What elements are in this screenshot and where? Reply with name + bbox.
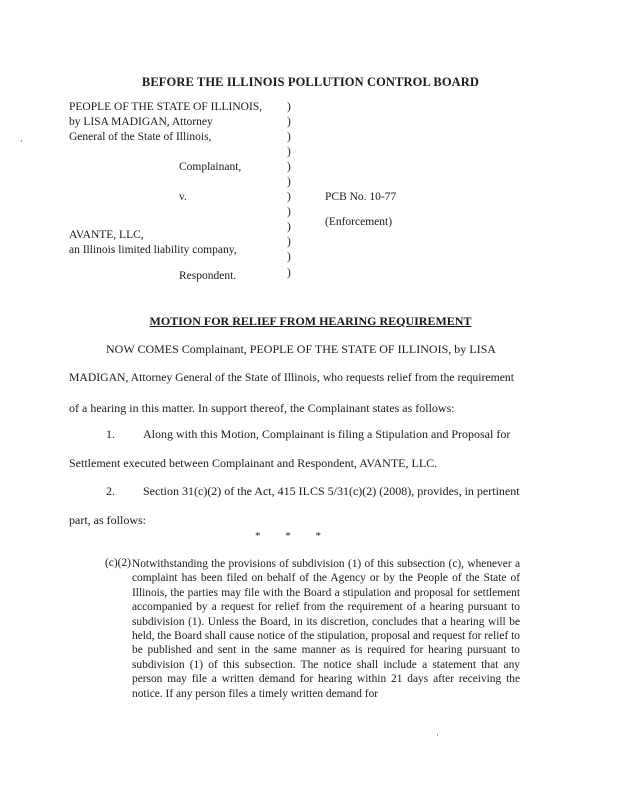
ellipsis-stars: * * * [255, 530, 321, 542]
scan-mark: · [436, 730, 439, 740]
paren: ) [287, 146, 291, 159]
paren: ) [287, 161, 291, 174]
paren: ) [287, 176, 291, 189]
paragraph-2-line-2: part, as follows: [69, 513, 146, 527]
case-number: PCB No. 10-77 [325, 191, 397, 203]
respondent-line-1: AVANTE, LLC, [69, 229, 144, 241]
motion-title: MOTION FOR RELIEF FROM HEARING REQUIREMENT [149, 314, 472, 328]
paren: ) [287, 101, 291, 113]
paren: ) [287, 191, 291, 204]
paren: ) [287, 206, 291, 219]
complainant-line-2: by LISA MADIGAN, Attorney [69, 116, 213, 128]
case-type: (Enforcement) [325, 216, 393, 228]
paragraph-2-number: 2. [106, 484, 115, 498]
respondent-line-2: an Illinois limited liability company, [69, 244, 237, 256]
caption-parentheses [287, 100, 291, 281]
intro-line-3: of a hearing in this matter. In support thereof, the Complainant states as follows: [69, 401, 455, 415]
paren: ) [287, 116, 291, 129]
paren: ) [287, 221, 291, 234]
paren: ) [287, 266, 291, 279]
paragraph-1-line-2: Settlement executed between Complainant and Respondent, AVANTE, LLC. [69, 456, 438, 470]
statute-quote: Notwithstanding the provisions of subdivision (1) of this subsection (c), whenever a complaint has been filed on behalf of the Agency or by the People of the State of Illinois, the parties may file with the Board a stipulation and proposal for settlement accompanied by a request for relief from the requirement of a hearing pursuant to subdivision (1). Unless the Board, in its discretion, concludes that a hearing will be held, the Board shall cause notice of the stipulation, proposal and request for relief to be published and sent in the same manner as is required for hearing pursuant to subdivision (1) of this subsection. The notice shall include a statement that any person may file a written demand for hearing within 21 days after receiving the notice. If any person files a timely written demand for [132, 558, 520, 700]
paragraph-2-line-1: Section 31(c)(2) of the Act, 415 ILCS 5/31(c)(2) (2008), provides, in pertinent [143, 484, 520, 498]
complainant-line-3: General of the State of Illinois, [69, 131, 212, 143]
paren: ) [287, 236, 291, 249]
paragraph-1-number: 1. [106, 427, 115, 441]
complainant-line-1: PEOPLE OF THE STATE OF ILLINOIS, [69, 101, 263, 113]
respondent-role: Respondent. [179, 270, 237, 282]
complainant-role: Complainant, [179, 161, 242, 173]
paren: ) [287, 131, 291, 144]
paren: ) [287, 251, 291, 264]
quote-label: (c)(2) [105, 557, 131, 569]
intro-line-2: MADIGAN, Attorney General of the State of Illinois, who requests relief from the requirement [69, 371, 514, 384]
versus: v. [179, 191, 187, 203]
intro-line-1: NOW COMES Complainant, PEOPLE OF THE STATE OF ILLINOIS, by LISA [106, 342, 496, 356]
scan-mark: · [20, 136, 23, 146]
paragraph-1-line-1: Along with this Motion, Complainant is filing a Stipulation and Proposal for [143, 427, 511, 441]
board-title: BEFORE THE ILLINOIS POLLUTION CONTROL BOARD [141, 75, 480, 89]
